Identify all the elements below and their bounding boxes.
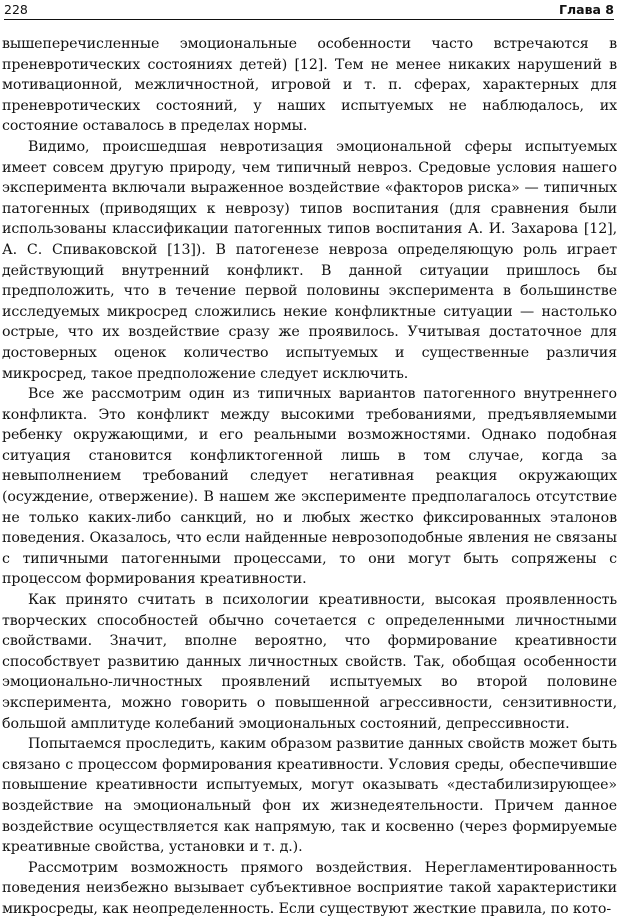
- body-text: [2, 34, 617, 920]
- paragraph-6: Рассмотрим возможность прямого воздействия. Нерегламентированность поведения неизбежно вызывает субъективное восприятие такой характеристики микросреды, как неопределенность. Если существуют жесткие правила, по кото-: [2, 859, 617, 917]
- running-head: [4, 0, 614, 20]
- paragraph-2: Видимо, происшедшая невротизация эмоциональной сферы испытуемых имеет совсем другую природу, чем типичный невроз. Средовые условия нашего эксперимента включали выраженное воздействие «факторов риска» — типичных патогенных (приводящих к неврозу) типов воспитания (для сравнения были использованы классификации патогенных типов воспитания А. И. Захарова [12], А. С. Спиваковской [13]). В патогенезе невроза определяющую роль играет действующий внутренний конфликт. В данной ситуации пришлось бы предположить, что в течение первой половины эксперимента в большинстве исследуемых микросред сложились некие конфликтные ситуации — настолько острые, что их воздействие сразу же проявилось. Учитывая достаточное для достоверных оценок количество испытуемых и существенные различия микросред, такое предположение следует исключить.: [2, 138, 617, 382]
- header-rule: [4, 19, 614, 20]
- chapter-title: Глава 8: [559, 2, 614, 17]
- paragraph-1: вышеперечисленные эмоциональные особенности часто встречаются в преневротических состояниях детей) [12]. Тем не менее никаких нарушений в мотивационной, межличностной, игровой и т. п. сферах, характерных для преневротических состояний, у наших испытуемых не наблюдалось, их состояние оставалось в пределах нормы.: [2, 36, 617, 135]
- paragraph-4: Как принято считать в психологии креативности, высокая проявленность творческих способностей обычно сочетается с определенными личностными свойствами. Значит, вполне вероятно, что формирование креативности способствует развитию данных личностных свойств. Так, обобщая особенности эмоционально-личностных проявлений испытуемых во второй половине эксперимента, можно говорить о повышенной агрессивности, сензитивности, большой амплитуде колебаний эмоциональных состояний, депрессивности.: [2, 592, 617, 732]
- paragraph-5: Попытаемся проследить, каким образом развитие данных свойств может быть связано с процессом формирования креативности. Условия среды, обеспечившие повышение креативности испытуемых, могут оказывать «дестабилизирующее» воздействие на эмоциональный фон их жизнедеятельности. Причем данное воздействие осуществляется как напрямую, так и косвенно (через формируемые креативные свойства, установки и т. д.).: [2, 736, 617, 856]
- paragraph-3: Все же рассмотрим один из типичных вариантов патогенного внутреннего конфликта. Это конфликт между высокими требованиями, предъявляемыми ребенку окружающими, и его реальными возможностями. Однако подобная ситуация становится конфликтогенной лишь в том случае, когда за невыполнением требований следует негативная реакция окружающих (осуждение, отвержение). В нашем же эксперименте предполагалось отсутствие не только каких-либо санкций, но и любых жестко фиксированных эталонов поведения. Оказалось, что если найденные неврозоподобные явления не связаны с типичными патогенными процессами, то они могут быть сопряжены с процессом формирования креативности.: [2, 386, 617, 588]
- page-number: 228: [4, 2, 28, 17]
